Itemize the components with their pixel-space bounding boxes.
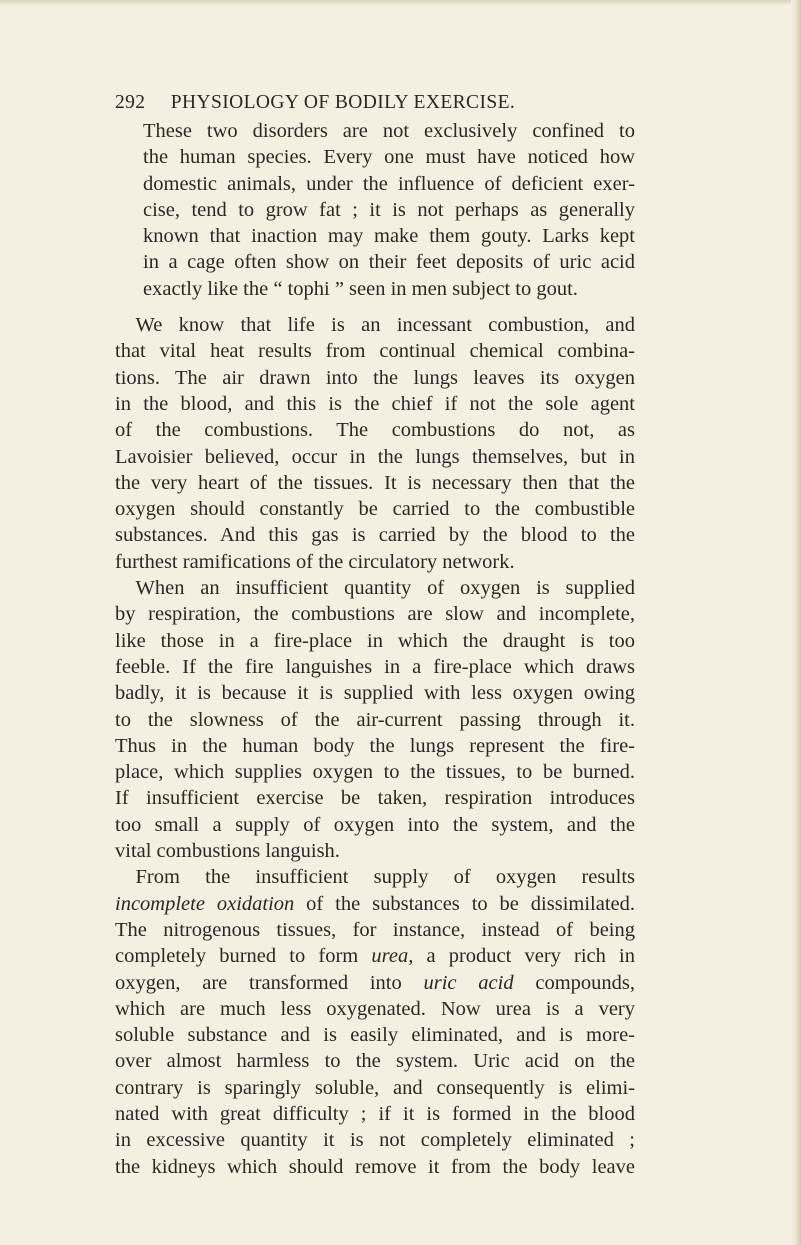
emphasis: urea, xyxy=(371,945,414,968)
text-line: completely burned to form urea, a product very rich in xyxy=(115,945,635,968)
text-line: of the combustions. The combustions do not, as xyxy=(115,419,635,442)
text-line: in excessive quantity it is not completely eliminated ; xyxy=(115,1129,635,1152)
text-line: exactly like the “ tophi ” seen in men subject to gout. xyxy=(143,277,578,300)
text-line: which are much less oxygenated. Now urea is a very xyxy=(115,997,635,1020)
paragraph-4 xyxy=(115,864,635,1180)
text-line: We know that life is an incessant combustion, and xyxy=(115,314,635,337)
text-line: nated with great difficulty ; if it is formed in the blood xyxy=(115,1102,635,1125)
text-line: furthest ramifications of the circulatory network. xyxy=(115,550,515,573)
text-line: oxygen should constantly be carried to the combustible xyxy=(115,498,635,521)
text-line: the very heart of the tissues. It is necessary then that the xyxy=(115,471,635,494)
emphasis: incomplete oxidation xyxy=(115,892,295,915)
text-line: tions. The air drawn into the lungs leaves its oxygen xyxy=(115,366,635,389)
text-line: by respiration, the combustions are slow and incomplete, xyxy=(115,603,635,626)
text-line: badly, it is because it is supplied with less oxygen owing xyxy=(115,682,635,705)
text-line: Lavoisier believed, occur in the lungs themselves, but in xyxy=(115,445,635,468)
text-line: known that inaction may make them gouty. Larks kept xyxy=(143,225,635,248)
page-number: 292 xyxy=(115,92,146,113)
text-line: These two disorders are not exclusively confined to xyxy=(143,120,635,142)
running-title: PHYSIOLOGY OF BODILY EXERCISE. xyxy=(170,92,516,113)
paragraph-1 xyxy=(115,118,635,302)
text-line: in the blood, and this is the chief if not the sole agent xyxy=(115,392,635,415)
running-header xyxy=(115,92,635,114)
page-edge-right xyxy=(791,0,801,1245)
text-line: soluble substance and is easily eliminated, and is more- xyxy=(115,1024,635,1047)
text-line: to the slowness of the air-current passing through it. xyxy=(115,708,635,731)
paragraph-3 xyxy=(115,575,635,864)
text-line: Thus in the human body the lungs represent the fire- xyxy=(115,734,635,757)
text-line: the kidneys which should remove it from the body leave xyxy=(115,1155,635,1178)
text-line: in a cage often show on their feet deposits of uric acid xyxy=(143,251,635,274)
text-line: place, which supplies oxygen to the tissues, to be burned. xyxy=(115,761,635,784)
text-line: cise, tend to grow fat ; it is not perhaps as generally xyxy=(143,198,635,221)
text-line: When an insufficient quantity of oxygen is supplied xyxy=(115,577,635,600)
text-line: feeble. If the fire languishes in a fire-place which draws xyxy=(115,655,635,678)
text-line: The nitrogenous tissues, for instance, instead of being xyxy=(115,918,635,941)
text-line: over almost harmless to the system. Uric acid on the xyxy=(115,1050,635,1073)
body-text xyxy=(115,118,635,1180)
text-line: substances. And this gas is carried by the blood to the xyxy=(115,524,635,547)
text-line: From the insufficient supply of oxygen results xyxy=(135,866,635,889)
emphasis: uric acid xyxy=(423,971,514,994)
text-line: domestic animals, under the influence of deficient exer- xyxy=(143,172,635,195)
text-line: too small a supply of oxygen into the system, and the xyxy=(115,813,635,836)
page-edge-top xyxy=(0,0,801,6)
text-line: If insufficient exercise be taken, respiration introduces xyxy=(115,787,635,810)
text-line: that vital heat results from continual chemical combina- xyxy=(115,340,635,363)
text-line: like those in a fire-place in which the draught is too xyxy=(115,629,635,652)
text-line: incomplete oxidation of the substances to be dissimilated. xyxy=(115,892,635,915)
text-line: vital combustions languish. xyxy=(115,840,340,863)
text-line: contrary is sparingly soluble, and consequently is elimi- xyxy=(115,1076,635,1099)
text-line: the human species. Every one must have noticed how xyxy=(143,146,635,169)
text-line: oxygen, are transformed into uric acid compounds, xyxy=(115,971,636,994)
paragraph-2 xyxy=(115,312,635,575)
